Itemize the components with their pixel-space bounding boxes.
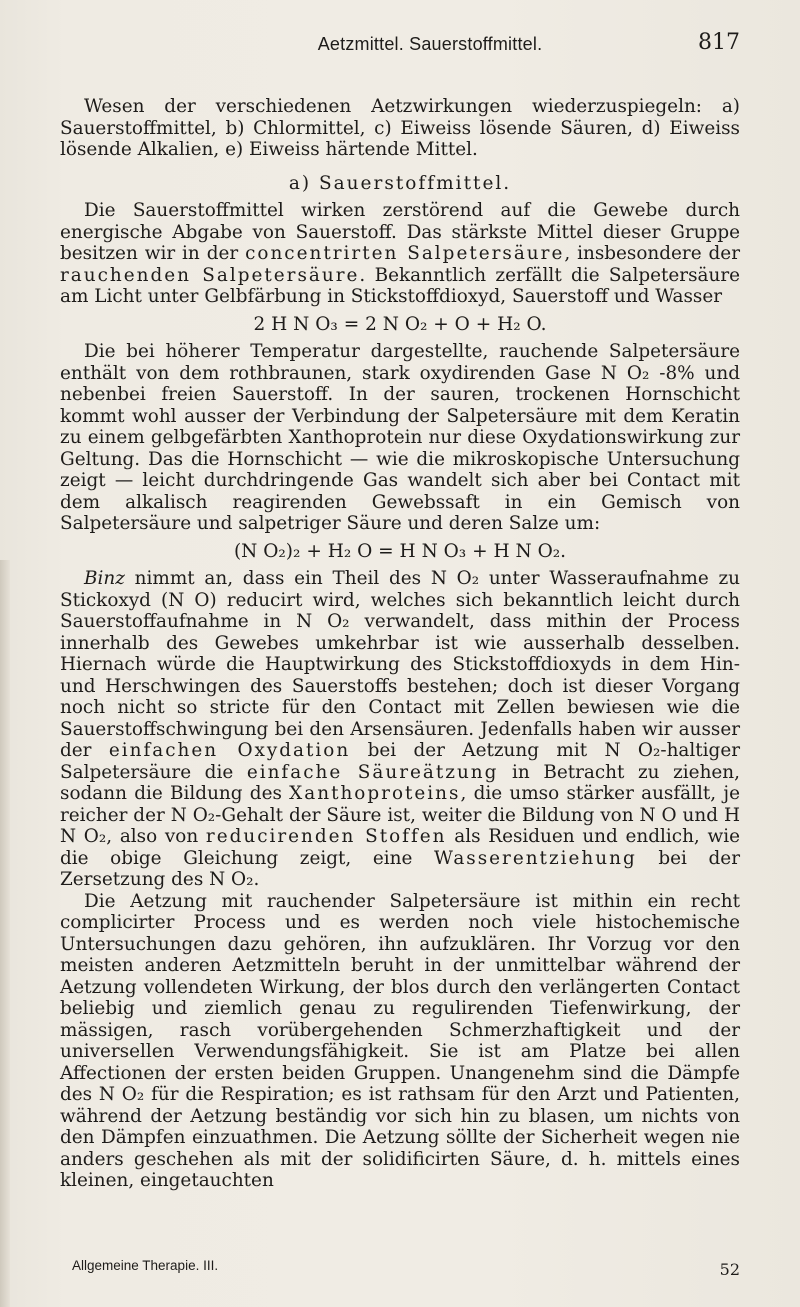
term-simple-acid-etching: einfache Säureätzung — [246, 761, 499, 783]
formula-decomposition: 2 H N O₃ = 2 N O₂ + O + H₂ O. — [253, 313, 547, 335]
page-footer — [72, 1258, 740, 1280]
paragraph-3-text-c: in Betracht zu ziehen, sodann die Bildung des — [60, 761, 740, 804]
paragraph-3-text-e: als Residuen und endlich, wie die obige Gleichung zeigt, eine — [60, 826, 740, 869]
term-fuming-nitric-acid: rauchenden Salpetersäure — [60, 264, 360, 286]
term-xanthoprotein: Xanthoproteins — [289, 783, 461, 804]
paragraph-2: Die bei höherer Temperatur dargestellte, rauchende Salpetersäure enthält von dem rothbraunen, stark oxydirenden Gase N O₂ -8% und nebenbei freien Sauerstoff. In der sauren, trockenen Hornschicht kommt wohl ausser der Verbindung der Salpetersäure mit dem Keratin zu einem gelbgefärbten Xanthoprotein nur diese Oxydationswirkung zur Geltung. Das die Hornschicht — wie die mikroskopische Untersuchung zeigt — leicht durchdringende Gas wandelt sich aber bei Contact mit dem alkalisch reagirenden Gewebssaft in ein Gemisch von Salpetersäure und salpetriger Säure und deren Salze um: — [60, 341, 740, 534]
paragraph-3-text-d: , die umso stärker ausfällt, je reicher der N O₂-Gehalt der Säure ist, weiter die Bildung von N O und H N O₂, also von — [60, 783, 740, 847]
paragraph-1-text-a: Die Sauerstoffmittel wirken zerstörend auf die Gewebe durch energische Abgabe von Sauerstoff. Das stärkste Mittel dieser Gruppe besitzen wir in der — [60, 200, 740, 264]
section-heading — [60, 173, 740, 195]
paragraph-1-text-c: . Bekanntlich zerfällt die Salpetersäure am Licht unter Gelbfärbung in Stickstoffdioxyd, Sauerstoff und Wasser — [60, 264, 741, 307]
body-text — [60, 96, 740, 1192]
paragraph-4: Die Aetzung mit rauchender Salpetersäure ist mithin ein recht complicirter Process und es werden noch viele histochemische Untersuchungen dazu gehören, ihn aufzuklären. Ihr Vorzug vor den meisten anderen Aetzmitteln beruht in der unmittelbar während der Aetzung vollendeten Wirkung, der blos durch den verlängerten Contact beliebig und ziemlich genau zu regulirenden Tiefenwirkung, der mässigen, rasch vorübergehenden Schmerzhaftigkeit und der universellen Verwendungsfähigkeit. Sie ist am Platze bei allen Affectionen der ersten beiden Gruppen. Unangenehm sind die Dämpfe des N O₂ für die Respiration; es ist rathsam für den Arzt und Patienten, während der Aetzung beständig vor sich hin zu blasen, um nichts von den Dämpfen einzuathmen. Die Aetzung söllte der Sicherheit wegen nie anders geschehen als mit der solidificirten Säure, d. h. mittels eines kleinen, eingetauchten — [60, 890, 740, 1191]
author-binz: Binz — [84, 568, 125, 589]
page-header — [100, 30, 740, 60]
signature-mark: 52 — [719, 1260, 740, 1279]
term-simple-oxidation: einfachen Oxydation — [108, 740, 351, 761]
formula-reaction: (N O₂)₂ + H₂ O = H N O₃ + H N O₂. — [233, 540, 567, 562]
page-spine-shadow — [0, 560, 10, 1307]
page-number: 817 — [698, 30, 740, 55]
section-heading-text: a) Sauerstoffmittel. — [288, 172, 512, 194]
paragraph-1-text-b: , insbesondere der — [564, 243, 740, 264]
term-concentrated-nitric-acid: concentrirten Salpetersäure — [245, 243, 565, 264]
running-head: Aetzmittel. Sauerstoffmittel. — [317, 34, 543, 54]
paragraph-1 — [60, 200, 740, 308]
intro-paragraph: Wesen der verschiedenen Aetzwirkungen wiederzuspiegeln: a) Sauerstoffmittel, b) Chlormittel, c) Eiweiss lösende Säuren, d) Eiweiss lösende Alkalien, e) Eiweiss härtende Mittel. — [60, 96, 740, 160]
paragraph-3-text-a: nimmt an, dass ein Theil des N O₂ unter Wasseraufnahme zu Stickoxyd (N O) reducirt wird, welches sich bekanntlich leicht durch Sauerstoffaufnahme in N O₂ verwandelt, dass mithin der Process innerhalb des Gewebes umkehrbar ist wie ausserhalb desselben. Hiernach würde die Hauptwirkung des Stickstoffdioxyds in dem Hin- und Herschwingen des Sauerstoffs bestehen; doch ist dieser Vorgang noch nicht so stricte für den Contact mit Zellen bewiesen wie die Sauerstoffschwingung bei den Arsensäuren. Jedenfalls haben wir ausser der — [60, 568, 740, 761]
term-dehydration: Wasserentziehung — [434, 847, 637, 869]
paragraph-3-text-f: bei der Zersetzung des N O₂. — [60, 847, 740, 890]
paragraph-3-text-b: bei der Aetzung mit N O₂-haltiger Salpetersäure die — [60, 740, 740, 783]
book-title: Allgemeine Therapie. III. — [72, 1258, 219, 1273]
term-reducing-substances: reducirenden Stoffen — [205, 826, 447, 847]
paragraph-3 — [60, 568, 740, 891]
